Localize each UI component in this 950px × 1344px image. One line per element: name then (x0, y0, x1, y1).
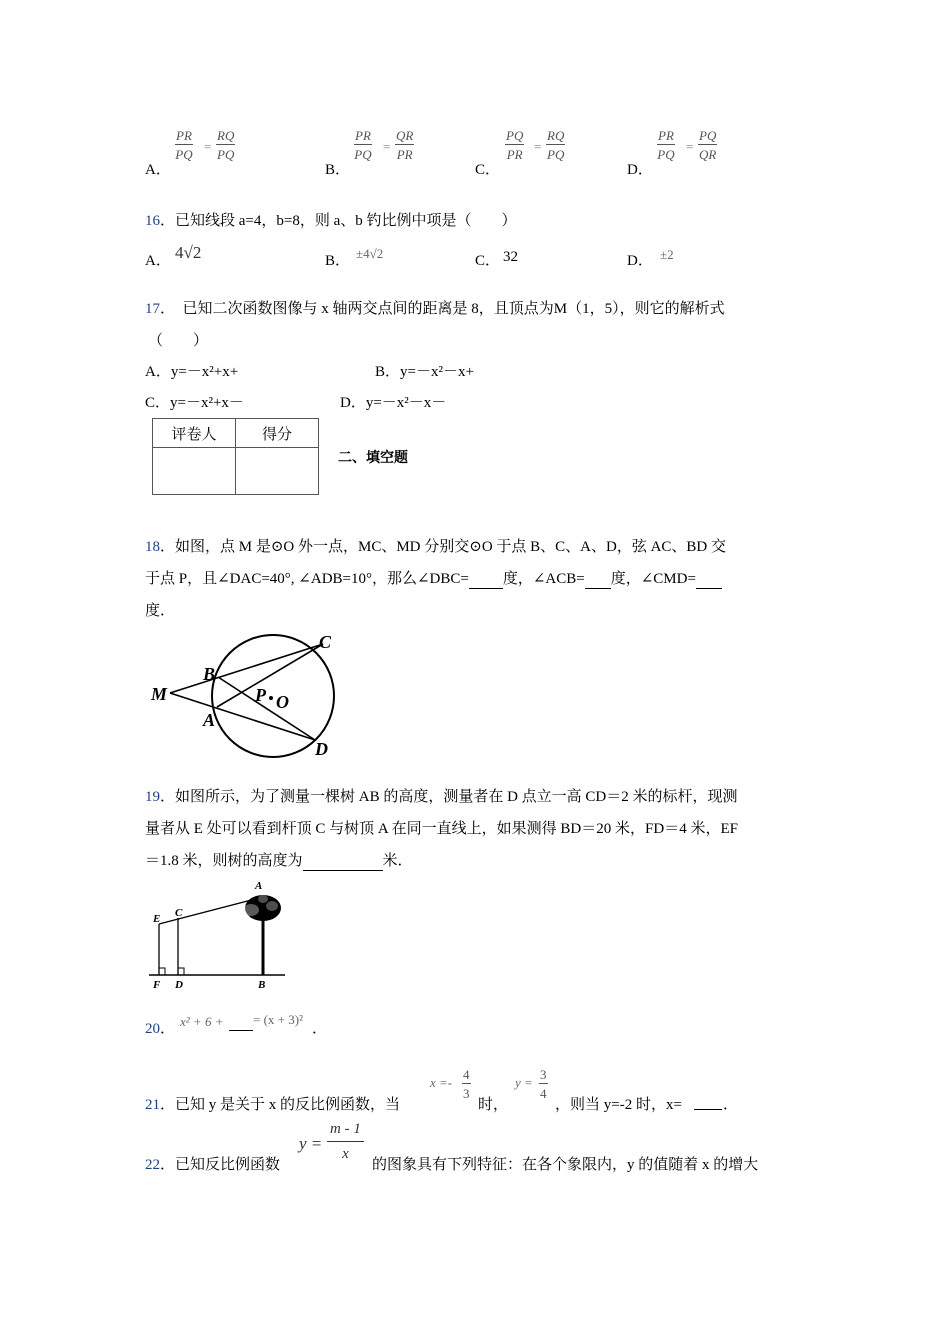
center-dot (269, 696, 273, 700)
label-a: A (203, 710, 216, 730)
numerator: 4 (463, 1067, 470, 1082)
q17-option-a: A．y=－x²+x+ (145, 364, 239, 380)
numerator: m - 1 (327, 1122, 364, 1142)
q20-period: ． (312, 1021, 328, 1037)
q16-option-b-label: B． (325, 253, 351, 269)
q20-expression-right: = (x + 3)² (253, 1012, 303, 1027)
answer-blank-tree-height[interactable] (303, 853, 383, 871)
question-number: 16 (145, 213, 160, 229)
denominator: PQ (217, 147, 235, 162)
right-angle-marks (159, 968, 184, 975)
q18-line1 (145, 535, 726, 556)
denominator: PR (506, 147, 523, 162)
q17-answer-paren: （ ） (148, 333, 209, 349)
q15-option-a-label: A． (145, 162, 171, 178)
equals-sign: = (383, 139, 391, 154)
chord-bd (218, 677, 315, 740)
q21-period: ． (723, 1097, 739, 1113)
q15-d-fraction-left (657, 129, 675, 161)
numerator: QR (396, 128, 414, 143)
question-text: ．如图，点 M 是⊙O 外一点，MC、MD 分别交⊙O 于点 B、C、A、D，弦 AC、BD 交 (160, 539, 727, 555)
q19-line2: 量者从 E 处可以看到杆顶 C 与树顶 A 在同一直线上，如果测得 BD＝20 米，FD＝4 米，EF (145, 821, 738, 837)
q21-x-fraction (462, 1068, 471, 1100)
q17-stem (145, 297, 725, 318)
q20-expression-left: x² + 6 + (180, 1014, 224, 1029)
text: 米． (382, 853, 413, 869)
q21-line (145, 1093, 400, 1114)
denominator: 4 (540, 1086, 547, 1101)
denominator: PQ (657, 147, 675, 162)
q16-option-d-label: D． (627, 253, 653, 269)
q15-c-fraction-right (546, 129, 565, 161)
question-text: ．如图所示，为了测量一棵树 AB 的高度，测量者在 D 点立一高 CD＝2 米的标杆，现测 (160, 789, 738, 805)
q15-option-b-label: B． (325, 162, 351, 178)
section-title: 二、填空题 (338, 450, 408, 466)
grader-header: 评卷人 (153, 419, 236, 448)
label-c: C (175, 907, 183, 919)
q17-option-c: C．y=－x²+x－ (145, 395, 244, 411)
equals-sign: = (686, 139, 694, 154)
denominator: PQ (547, 147, 565, 162)
q15-b-fraction-left (354, 129, 372, 161)
question-number: 17 (145, 301, 160, 317)
question-number: 19 (145, 789, 160, 805)
answer-blank-q21[interactable] (694, 1093, 722, 1110)
numerator: PR (658, 128, 674, 143)
question-number: 20 (145, 1021, 160, 1037)
q16-option-b-value: ±4√2 (356, 246, 384, 261)
q16-option-c-value: 32 (503, 249, 518, 265)
q22-y-equals: y = (299, 1134, 323, 1153)
grader-cell[interactable] (153, 448, 236, 495)
question-number: 21 (145, 1097, 160, 1113)
label-d: D (315, 739, 328, 759)
score-table (152, 418, 319, 495)
score-cell[interactable] (236, 448, 319, 495)
q15-option-d-label: D． (627, 162, 653, 178)
denominator: PR (396, 147, 413, 162)
answer-blank-dbc[interactable] (469, 571, 503, 589)
q20-line: 20． (145, 1021, 176, 1037)
label-m: M (151, 684, 168, 704)
numerator: 3 (540, 1067, 547, 1082)
question-text: ．已知 y 是关于 x 的反比例函数，当 (160, 1097, 401, 1113)
tree-crown (243, 895, 281, 921)
denominator: x (342, 1146, 349, 1162)
q15-a-fraction-left (175, 129, 193, 161)
numerator: PQ (699, 128, 717, 143)
q21-text-then: ，则当 y=-2 时，x= (555, 1097, 682, 1113)
label-a: A (255, 880, 263, 892)
q19-line1 (145, 785, 738, 806)
numerator: RQ (547, 128, 565, 143)
question-text: ．已知反比例函数 (160, 1157, 281, 1173)
circle-geometry-figure (145, 628, 345, 763)
q21-x-equals: x =- (430, 1075, 453, 1090)
q17-option-d: D．y=－x²－x－ (340, 395, 447, 411)
text: ＝1.8 米，则树的高度为 (145, 853, 303, 869)
question-text: ．已知线段 a=4，b=8，则 a、b 钓比例中项是（ ） (160, 213, 517, 229)
numerator: PQ (506, 128, 524, 143)
q18-line2 (145, 567, 722, 589)
question-number: 22 (145, 1157, 160, 1173)
label-o: O (276, 692, 289, 712)
line-mc (170, 644, 323, 693)
equals-sign: = (204, 139, 212, 154)
q15-d-fraction-right (698, 129, 717, 161)
q17-option-b: B．y=－x²－x+ (375, 364, 474, 380)
denominator: QR (699, 147, 717, 162)
q22-fraction (327, 1122, 364, 1162)
label-c: C (319, 632, 332, 652)
q19-line3 (145, 849, 413, 871)
answer-blank-cmd[interactable] (696, 571, 722, 589)
tree-measurement-figure (145, 876, 295, 992)
text: 于点 P，且∠DAC=40°, ∠ADB=10°，那么∠DBC= (145, 571, 469, 587)
q16-option-a-label: A． (145, 253, 171, 269)
line-md (170, 693, 315, 740)
q16-option-d-value: ±2 (660, 247, 674, 262)
q16-option-c-label: C． (475, 253, 501, 269)
text: 度，∠ACB= (502, 571, 585, 587)
question-number: 18 (145, 539, 160, 555)
q21-y-equals: y = (515, 1075, 533, 1090)
q15-c-fraction-left (505, 129, 524, 161)
question-text: ． 已知二次函数图像与 x 轴两交点间的距离是 8，且顶点为M（1，5），则它的解析式 (160, 301, 725, 317)
numerator: PR (355, 128, 371, 143)
q22-text: 的图象具有下列特征：在各个象限内，y 的值随着 x 的增大 (372, 1157, 759, 1173)
equals-sign: = (534, 139, 542, 154)
q21-y-fraction (539, 1068, 548, 1100)
q15-option-c-label: C． (475, 162, 501, 178)
label-e: E (153, 913, 161, 925)
label-d: D (175, 979, 183, 991)
q15-b-fraction-right (395, 129, 414, 161)
numerator: PR (176, 128, 192, 143)
label-f: F (153, 979, 161, 991)
denominator: 3 (463, 1086, 470, 1101)
q22-line (145, 1153, 280, 1174)
text: 度，∠CMD= (610, 571, 696, 587)
score-header: 得分 (236, 419, 319, 448)
answer-blank-acb[interactable] (585, 571, 611, 589)
label-b: B (203, 664, 216, 684)
q15-a-fraction-right (216, 129, 235, 161)
denominator: PQ (175, 147, 193, 162)
label-b: B (258, 979, 266, 991)
label-p: P (255, 685, 266, 705)
numerator: RQ (217, 128, 235, 143)
answer-blank-q20[interactable] (229, 1014, 253, 1031)
q18-line3: 度． (145, 603, 176, 619)
denominator: PQ (354, 147, 372, 162)
q16-stem (145, 209, 517, 230)
q16-option-a-value: 4√2 (175, 243, 202, 262)
q21-text-when: 时， (478, 1097, 509, 1113)
